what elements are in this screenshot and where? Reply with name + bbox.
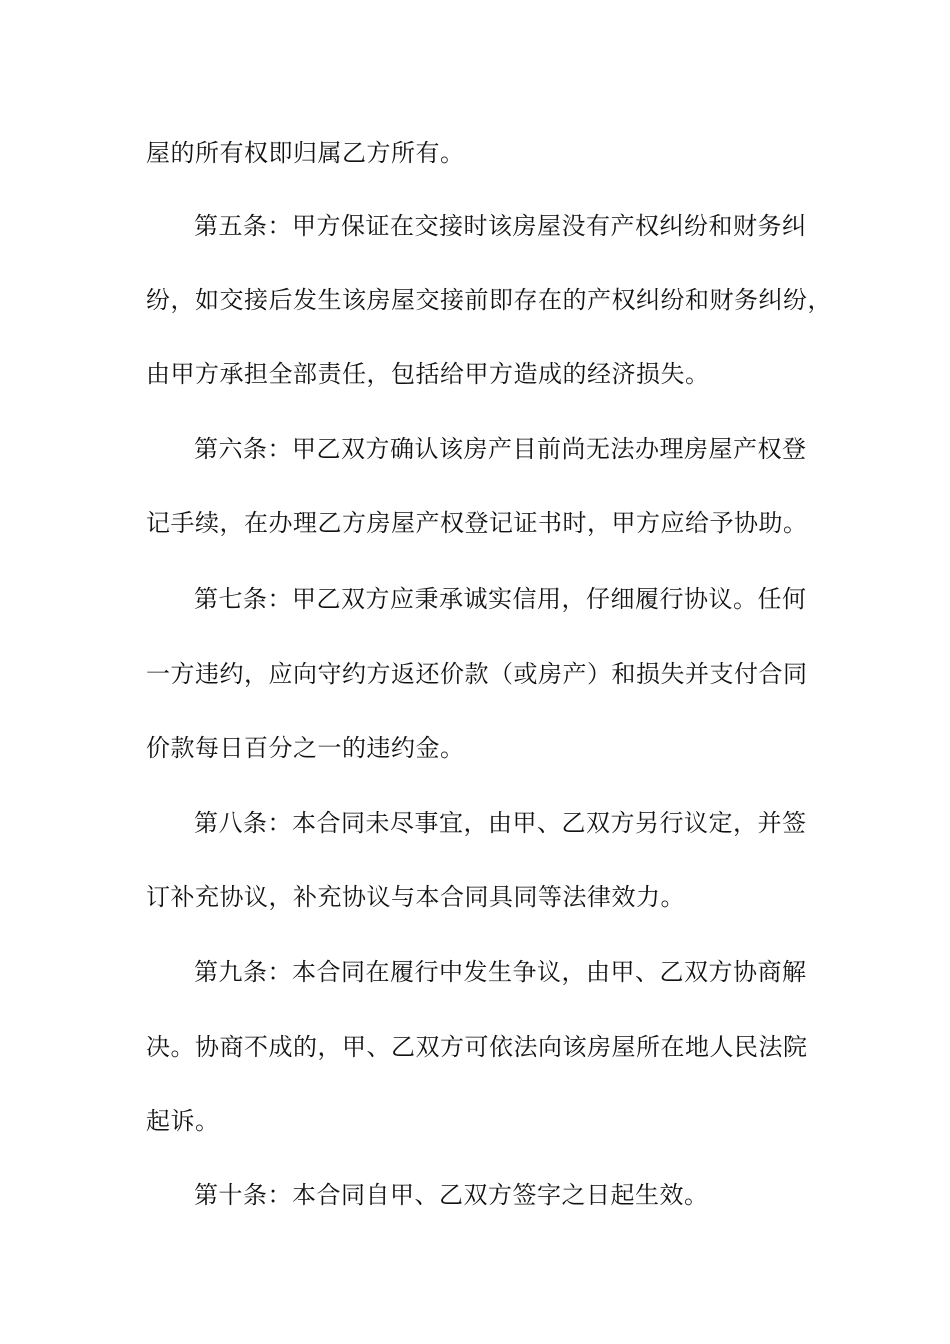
article-8-line: 第八条：本合同未尽事宜，由甲、乙双方另行议定，并签 [194, 809, 807, 837]
article-7-line: 第七条：甲乙双方应秉承诚实信用，仔细履行协议。任何 [194, 585, 807, 613]
text-line: 价款每日百分之一的违约金。 [146, 734, 465, 762]
text-line: 由甲方承担全部责任，包括给甲方造成的经济损失。 [146, 360, 710, 388]
text-line: 订补充协议，补充协议与本合同具同等法律效力。 [146, 883, 685, 911]
text-line: 决。协商不成的，甲、乙双方可依法向该房屋所在地人民法院 [146, 1033, 808, 1061]
article-5-line: 第五条：甲方保证在交接时该房屋没有产权纠纷和财务纠 [194, 212, 807, 240]
text-line: 起诉。 [146, 1107, 220, 1135]
text-line: 一方违约，应向守约方返还价款（或房产）和损失并支付合同 [146, 660, 808, 688]
text-line: 纷，如交接后发生该房屋交接前即存在的产权纠纷和财务纠纷， [146, 286, 832, 314]
text-line: 记手续，在办理乙方房屋产权登记证书时，甲方应给予协助。 [146, 509, 808, 537]
text-line: 屋的所有权即归属乙方所有。 [146, 139, 465, 167]
article-10-line: 第十条：本合同自甲、乙双方签字之日起生效。 [194, 1181, 709, 1209]
article-9-line: 第九条：本合同在履行中发生争议，由甲、乙双方协商解 [194, 958, 807, 986]
article-6-line: 第六条：甲乙双方确认该房产目前尚无法办理房屋产权登 [194, 435, 807, 463]
